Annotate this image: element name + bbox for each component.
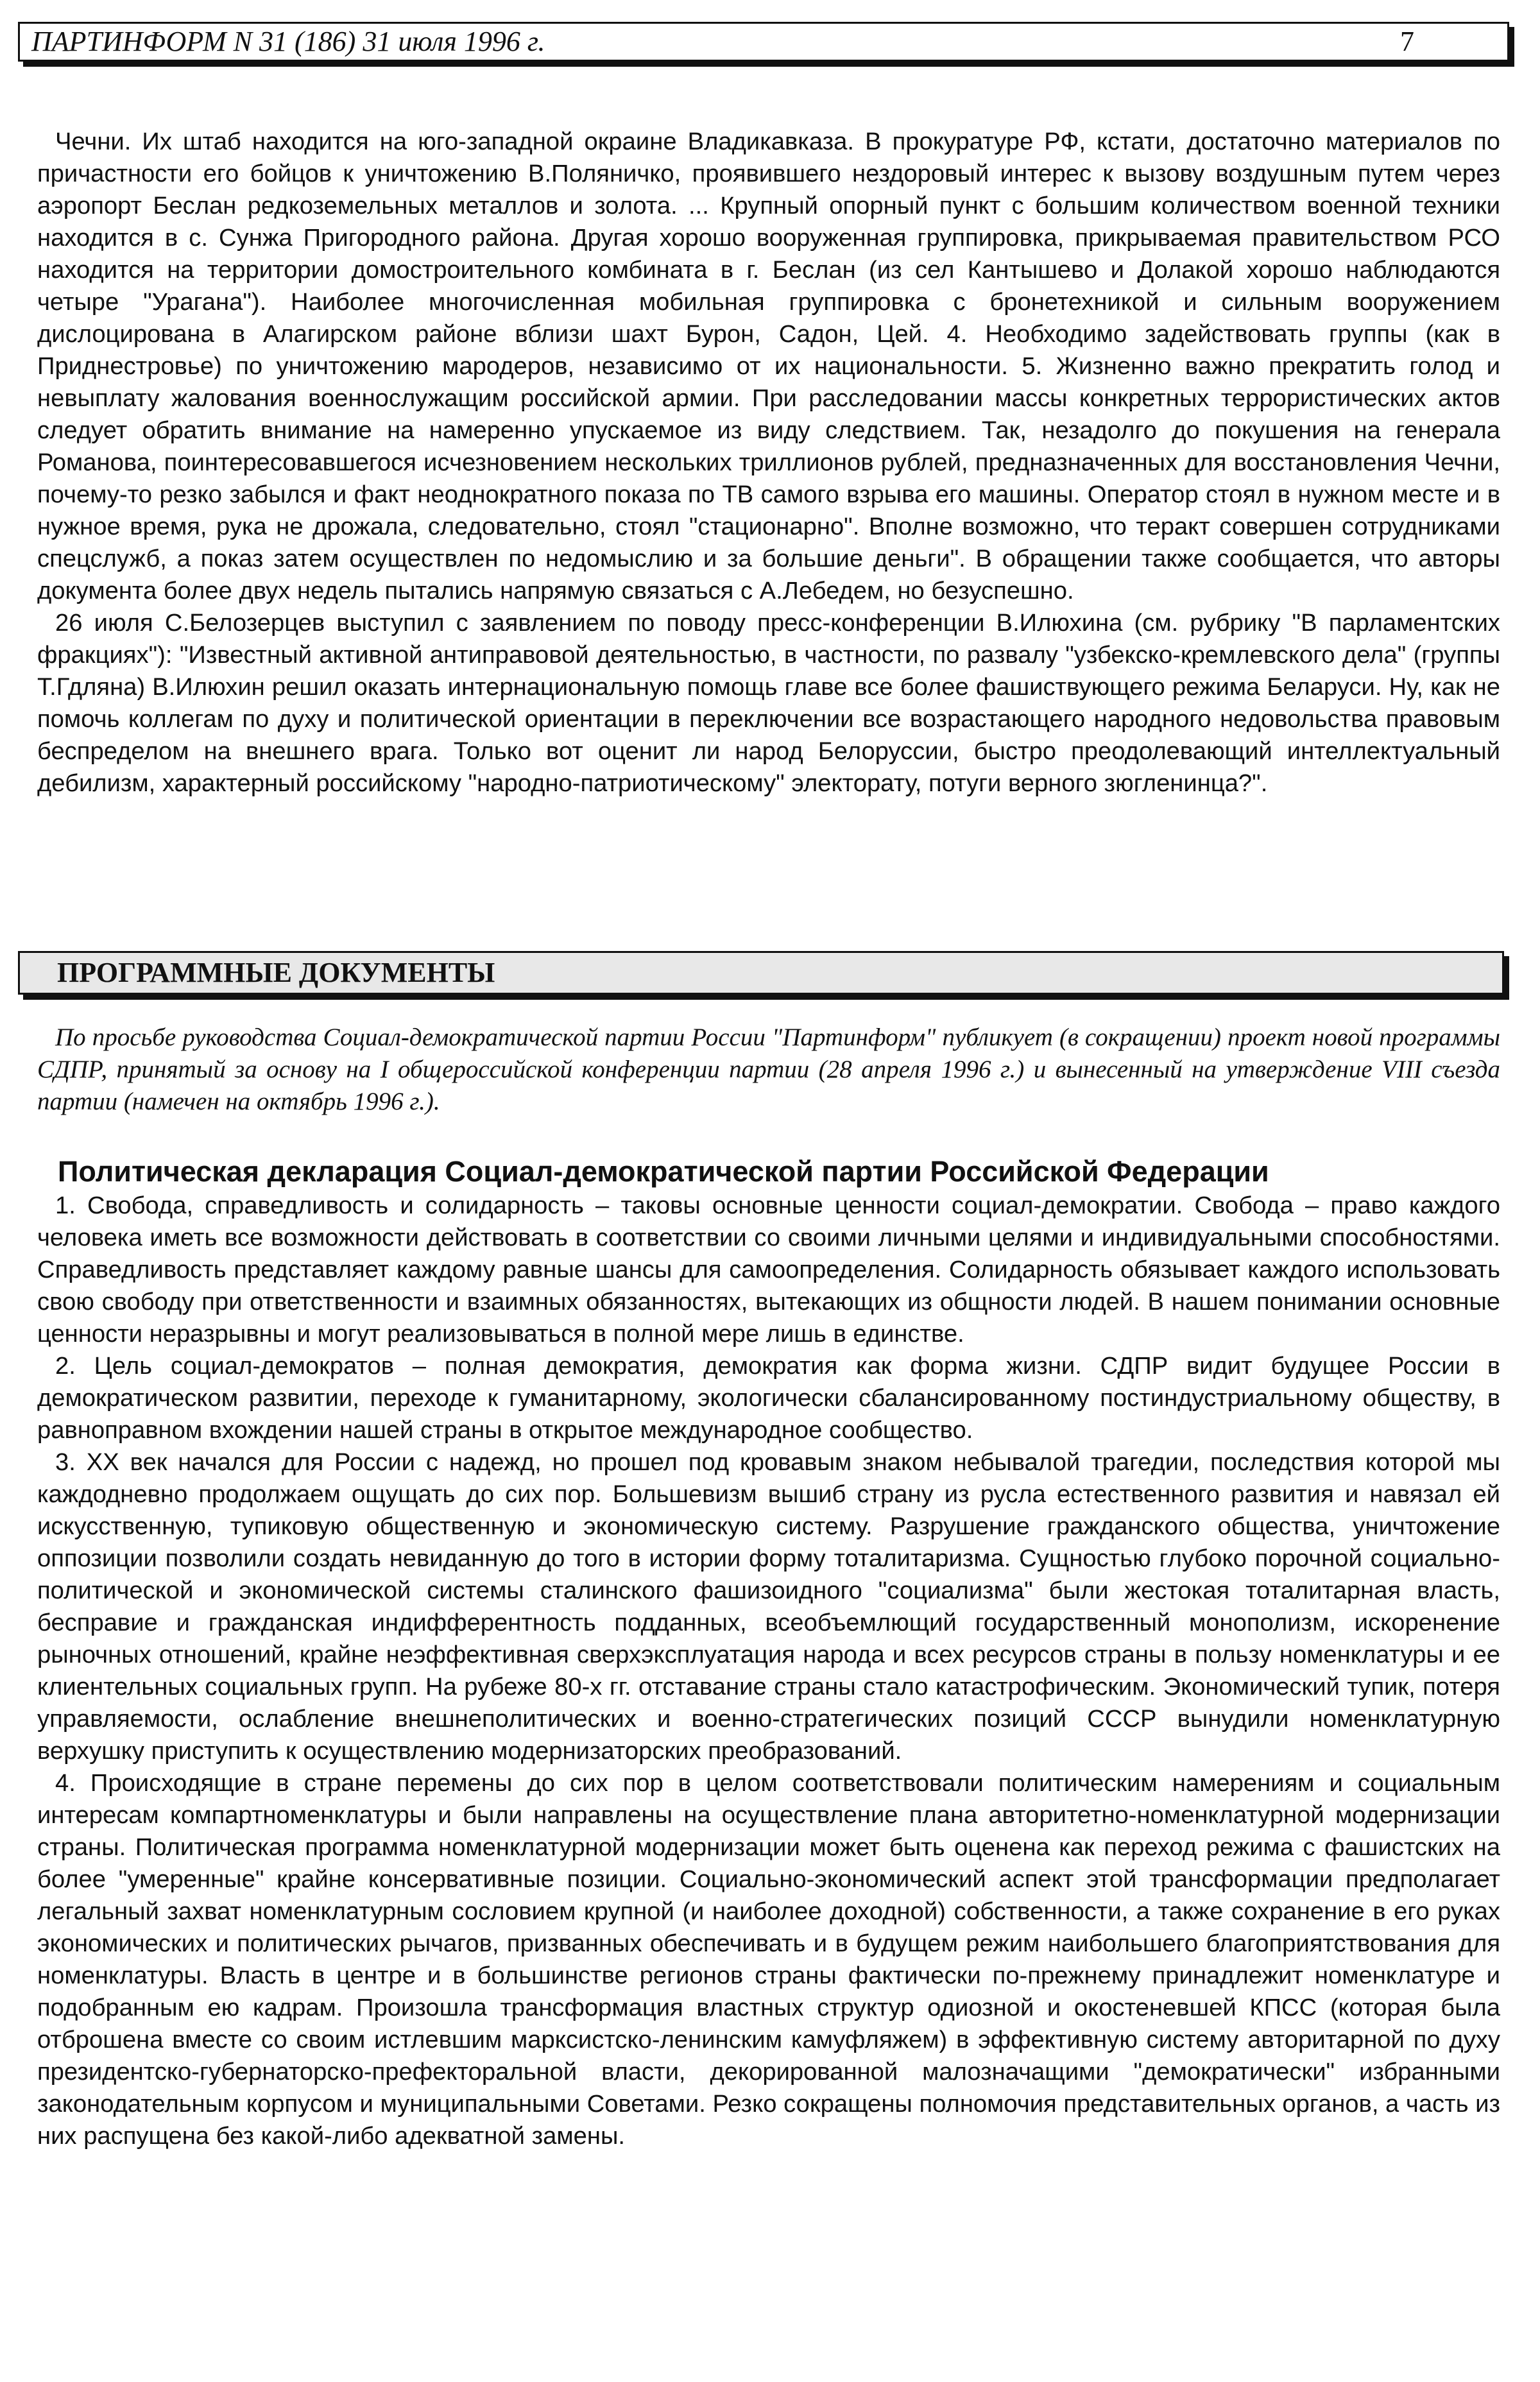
page-number: 7 <box>1400 26 1414 57</box>
declaration-paragraph: 4. Происходящие в стране перемены до сих пор в целом соответствовали политическим намерениям и социальным интересам компартноменклатуры и были направлены на осуществление плана авторитетно-номенклатурной модернизации страны. Политическая программа номенклатурной модернизации может быть оценена как переход режима с фашистских на более "умеренные" крайне консервативные позиции. Социально-экономический аспект этой трансформации предполагает легальный захват номенклатурным сословием крупной (и наиболее доходной) собственности, а также сохранение в его руках экономических и политических рычагов, призванных обеспечивать и в будущем режим наибольшего благоприятствования для номенклатуры. Власть в центре и в большинстве регионов страны фактически по-прежнему принадлежит номенклатуре и подобранным ею кадрам. Произошла трансформация властных структур одиозной и окостеневшей КПСС (которая была отброшена вместе со своим истлевшим марксистско-ленинским камуфляжем) в эффективную систему авторитарной по духу президентско-губернаторско-префекторальной власти, декорированной малозначащими "демократически" избранными законодательным корпусом и муниципальными Советами. Резко сокращены полномочия представительных органов, а часть из них распущена без какой-либо адекватной замены. <box>37 1769 1500 2150</box>
editorial-intro: По просьбе руководства Социал-демократической партии России "Партинформ" публикует (в сокращении) проект новой программы СДПР, принятый за основу на I общероссийской конференции партии (28 апреля 1996 г.) и вынесенный на утверждение VIII съезда партии (намечен на октябрь 1996 г.). <box>37 1024 1500 1115</box>
publication-title: ПАРТИНФОРМ N 31 (186) 31 июля 1996 г. <box>31 26 545 57</box>
declaration-paragraph: 3. XX век начался для России с надежд, но прошел под кровавым знаком небывалой трагедии, последствия которой мы каждодневно продолжаем ощущать до сих пор. Большевизм вышиб страну из русла естественного развития и навязал ей искусственную, тупиковую общественную и экономическую систему. Разрушение гражданского общества, уничтожение оппозиции позволили создать невиданную до того в истории форму тоталитаризма. Сущностью глубоко порочной социально-политической и экономической системы сталинского фашизоидного "социализма" были жестокая тоталитарная власть, бесправие и гражданская индифферентность подданных, всеобъемлющий государственный монополизм, искоренение рыночных отношений, крайне неэффективная сверхэксплуатация народа и всех ресурсов страны в пользу номенклатуры и ее клиентельных социальных групп. На рубеже 80-х гг. отставание страны стало катастрофическим. Экономический тупик, потеря управляемости, ослабление внешнеполитических и военно-стратегических позиций СССР вынудили номенклатурную верхушку приступить к осуществлению модернизаторских преобразований. <box>37 1448 1500 1765</box>
article-continuation <box>37 126 1500 800</box>
document-title: Политическая декларация Социал-демократической партии Российской Федерации <box>58 1155 1269 1188</box>
declaration-paragraph: 2. Цель социал-демократов – полная демократия, демократия как форма жизни. СДПР видит будущее России в демократическом развитии, переходе к гуманитарному, экологически сбалансированному постиндустриальному обществу, в равноправном вхождении нашей страны в открытое международное сообщество. <box>37 1352 1500 1444</box>
section-heading-bar <box>18 951 1504 995</box>
page-header <box>18 22 1509 62</box>
declaration-paragraph: 1. Свобода, справедливость и солидарность – таковы основные ценности социал-демократии. Свобода – право каждого человека иметь все возможности действовать в соответствии со своими личными целями и индивидуальными способностями. Справедливость представляет каждому равные шансы для самоопределения. Солидарность обязывает каждого использовать свою свободу при ответственности и взаимных обязанностях, вытекающих из общности людей. В нашем понимании основные ценности неразрывны и могут реализовываться в полной мере лишь в единстве. <box>37 1192 1500 1348</box>
article-paragraph: 26 июля С.Белозерцев выступил с заявлением по поводу пресс-конференции В.Илюхина (см. рубрику "В парламентских фракциях"): "Известный активной антиправовой деятельностью, в частности, по развалу "узбекско-кремлевского дела" (группы Т.Гдляна) В.Илюхин решил оказать интернациональную помощь главе все более фашиствующего режима Беларуси. Ну, как не помочь коллегам по духу и политической ориентации в переключении все возрастающего народного недовольства правовым беспределом на внешнего врага. Только вот оценит ли народ Белоруссии, быстро преодолевающий интеллектуальный дебилизм, характерный российскому "народно-патриотическому" электорату, потуги верного зюгленинца?". <box>37 609 1500 797</box>
section-title: ПРОГРАММНЫЕ ДОКУМЕНТЫ <box>57 957 495 988</box>
article-paragraph: Чечни. Их штаб находится на юго-западной окраине Владикавказа. В прокуратуре РФ, кстати, достаточно материалов по причастности его бойцов к уничтожению В.Поляничко, проявившего нездоровый интерес к вызову воздушным путем через аэропорт Беслан редкоземельных металлов и золота. ... Крупный опорный пункт с большим количеством военной техники находится в с. Сунжа Пригородного района. Другая хорошо вооруженная группировка, прикрываемая правительством РСО находится на территории домостроительного комбината в г. Беслан (из сел Кантышево и Долакой хорошо наблюдаются четыре "Урагана"). Наиболее многочисленная мобильная группировка с бронетехникой и сильным вооружением дислоцирована в Алагирском районе вблизи шахт Бурон, Садон, Цей. 4. Необходимо задействовать группы (как в Приднестровье) по уничтожению мародеров, независимо от их национальности. 5. Жизненно важно прекратить голод и невыплату жалования военнослужащим российской армии. При расследовании массы конкретных террористических актов следует обратить внимание на намеренно упускаемое из виду следствием. Так, незадолго до покушения на генерала Романова, поинтересовавшегося исчезновением нескольких триллионов рублей, предназначенных для восстановления Чечни, почему-то резко забылся и факт неоднократного показа по ТВ самого взрыва его машины. Оператор стоял в нужном месте и в нужное время, рука не дрожала, следовательно, стоял "стационарно". Вполне возможно, что теракт совершен сотрудниками спецслужб, а показ затем осуществлен по недомыслию и за большие деньги". В обращении также сообщается, что авторы документа более двух недель пытались напрямую связаться с А.Лебедем, но безуспешно. <box>37 128 1500 604</box>
declaration-body <box>37 1190 1500 2152</box>
